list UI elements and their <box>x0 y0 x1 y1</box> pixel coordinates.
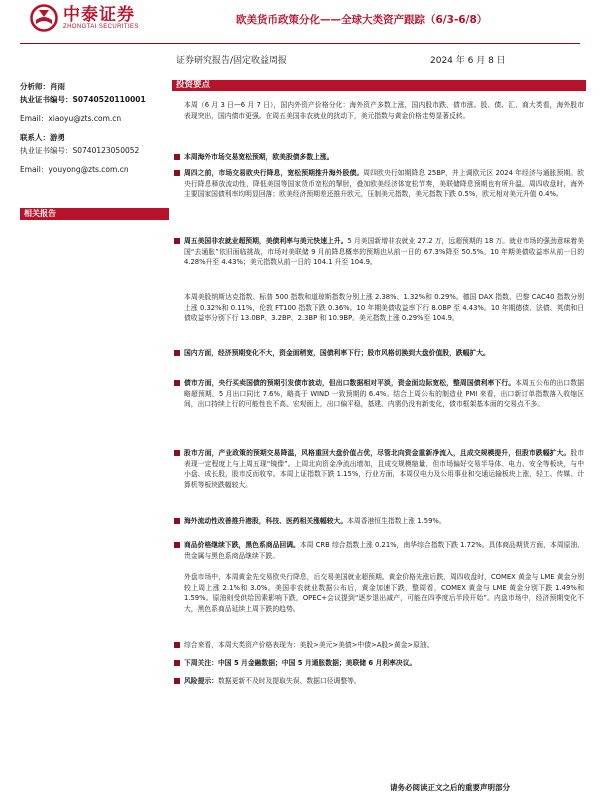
bullet-marker <box>174 238 180 244</box>
analyst-label: 分析师： <box>20 82 50 91</box>
summary-paragraph <box>184 292 584 324</box>
email-1[interactable]: xiaoyu@zts.com.cn <box>48 114 122 123</box>
analyst-row <box>20 80 170 93</box>
summary-paragraph <box>184 378 584 410</box>
contact-row <box>20 131 170 144</box>
paragraph-text: 本周香港恒生指数上涨 1.59%。 <box>347 517 446 525</box>
paragraph-text: 综合来看，本周大类资产价格表现为：美股>美元>美债>中债>A股>黄金>原油。 <box>184 641 434 649</box>
paragraph-lead: 风险提示： <box>184 677 218 685</box>
summary-paragraph <box>184 640 584 651</box>
paragraph-lead: 周四之前，市场交易欧央行降息，宽松预期推升海外股债。 <box>184 169 364 177</box>
license-number-1: S0740520110001 <box>72 95 146 104</box>
zhongtai-logo-icon <box>30 4 58 32</box>
summary-paragraph <box>184 448 584 490</box>
license-row-1 <box>20 93 170 106</box>
analyst-name: 肖雨 <box>50 82 65 91</box>
summary-paragraph <box>184 658 584 669</box>
paragraph-text: 5 月美国新增非农就业 27.2 万，远超预期的 18 万。就业市场的强劲意味着美国“去通胀”依旧面临挑战，市场对美联储 9 月前降息概率的预期也从前一日的 67.3%降至 50.5%。10 年期美债收益率从前一日的 4.28%升至 4.43%；美元指数从前一日的 104.1 升至 104.9。 <box>184 237 584 267</box>
bullet-marker <box>174 170 180 176</box>
email-row-2 <box>20 163 170 176</box>
bullet-marker <box>174 660 180 666</box>
license-row-2 <box>20 144 170 157</box>
investment-highlights-header: 投资要点 <box>172 80 586 91</box>
header-divider <box>20 43 580 44</box>
bullet-marker <box>174 642 180 648</box>
bullet-marker <box>174 350 180 356</box>
email-label-2: Email： <box>20 165 49 174</box>
contact-name: 游勇 <box>50 133 65 142</box>
analyst-info <box>20 80 170 176</box>
paragraph-text: 本周（6 月 3 日—6 月 7 日），国内外资产价格分化：海外资产多数上涨，国内股市跌、债市涨。股、债、汇、商大类看，海外股市表现突出，国内债市更强。在周五美国非农就业的扰动下，美元指数与黄金价格走势显著反转。 <box>184 101 584 120</box>
bullet-marker <box>174 380 180 386</box>
paragraph-lead: 下周关注：中国 5 月金融数据；中国 5 月通胀数据；美联储 6 月利率决议。 <box>184 659 417 667</box>
paragraph-lead: 国内方面，经济预期变化不大，资金面稍宽，国债利率下行；股市风格切换到大盘价值股，跌幅扩大。 <box>184 349 490 357</box>
logo-english-name: ZHONGTAI SECURITIES <box>63 24 139 30</box>
paragraph-text: 周四欧央行如期降息 25BP，并上调欧元区 2024 年经济与通胀预期。欧央行降息释放流动性，降低美国等国家货币宽松的掣肘，叠加欧美经济体宽松节奏，美联储降息预期也有所升温。周四收盘时，海外主要国家国债利率均明显回落；欧美经济预期差还推升欧元，压制美元指数，美元指数下跌 0.5%，欧元相对美元升值 0.4%。 <box>184 169 584 199</box>
summary-paragraph <box>184 152 584 163</box>
company-logo <box>30 4 139 32</box>
bullet-marker <box>174 542 180 548</box>
paragraph-text: 股市表现一定程度上与上周五现“镜像”。上周北向资金净流出增加，且成交规模缩量，但市场偏好交易半导体、电力、安全等板块，与中小盘、成长股，股市反而收窄。本周上证指数下跌 1.15%，行业方面，本周仅电力及公用事业和交通运输板块上涨，轻工、传媒、计算机等板块跌幅较大。 <box>184 449 585 489</box>
disclaimer-footer: 请务必阅读正文之后的重要声明部分 <box>390 783 510 792</box>
bullet-marker <box>174 154 180 160</box>
license-label: 执业证书编号： <box>20 95 73 104</box>
report-date: 2024 年 6 月 8 日 <box>430 56 506 66</box>
paragraph-lead: 商品价格继续下跌，黑色系商品回调。 <box>184 541 300 549</box>
email-2[interactable]: youyong@zts.com.cn <box>48 165 129 174</box>
summary-paragraph <box>184 236 584 268</box>
paragraph-text: 外盘市场中，本周黄金先交易欧央行降息，后交易美国就业超预期。黄金价格先涨后跌，周四收盘时，COMEX 黄金与 LME 黄金分别较上周上涨 2.1%和 3.0%。美国非农就业数据公布后，黄金加速下跌，整周看，COMEX 黄金与 LME 黄金分别下跌 1.49%和 1.59%。原油则受供给因素影响下跌，OPEC+会议提到“逐步退出减产，可能在四季度后半段开始”。内盘市场中，经济预期变化不大，黑色系商品延续上周下跌的趋势。 <box>184 573 584 613</box>
summary-paragraph <box>184 348 584 359</box>
paragraph-lead: 债市方面，央行买卖国债的预期引发债市波动，但出口数据相对平淡，资金面边际宽松，整周国债利率下行。 <box>184 379 516 387</box>
bullet-marker <box>174 678 180 684</box>
summary-paragraph <box>184 676 584 687</box>
summary-paragraph <box>184 540 584 561</box>
license-number-2: S0740123050052 <box>72 146 140 155</box>
paragraph-lead: 周五美国非农就业超预期，美债利率与美元快速上升。 <box>184 237 348 245</box>
paragraph-lead: 本周海外市场交易宽松预期，欧美股债多数上涨。 <box>184 153 334 161</box>
bullet-marker <box>174 450 180 456</box>
report-title: 欧美货币政策分化——全球大类资产跟踪（6/3-6/8） <box>236 14 488 26</box>
email-label: Email： <box>20 114 49 123</box>
paragraph-text: 数据更新不及时及提取失误、数据口径调整等。 <box>217 677 361 685</box>
summary-paragraph <box>184 572 584 614</box>
paragraph-text: 本周美股纳斯达克指数、标普 500 指数和道琼斯指数分别上涨 2.38%、1.32%和 0.29%。德国 DAX 指数、巴黎 CAC40 指数分别上涨 0.32%和 0.11%，伦敦 FT100 指数下跌 0.36%。10 年期美债收益率下行 8.0BP 至 4.43%。10 年期德债、法债、英债和日债收益率分别下行 13.0BP、3.2BP、2.3BP 和 10.9BP。美元指数上涨 0.29%至 104.9。 <box>184 293 584 323</box>
document-type: 证券研究报告/固定收益周报 <box>176 56 288 66</box>
paragraph-lead: 海外流动性改善推升港股，科技、医药相关涨幅较大。 <box>184 517 348 525</box>
logo-chinese-name: 中泰证券 <box>63 5 135 25</box>
paragraph-text: 本周五公布的出口数据略超预期，5 月出口同比 7.6%，略高于 WIND 一致预期的 6.4%。结合上周公布的制造业 PMI 来看，出口新订单指数落入收缩区间，出口持续上行的可能性也不高。宏观面上，出口偏平稳，基建、内需仍没有新变化，债市框架基本面的交易点不多。 <box>184 379 585 409</box>
summary-paragraph <box>184 100 584 121</box>
email-row-1 <box>20 112 170 125</box>
related-reports-header: 相关报告 <box>20 208 169 220</box>
paragraph-text: 本周 CRB 综合指数上涨 0.21%，南华综合指数下跌 1.72%。具体商品期货方面，本周原油、贵金属与黑色系商品继续下跌。 <box>184 541 584 560</box>
paragraph-lead: 股市方面，产业政策的预期交易降温，风格重回大盘价值占优，尽管北向资金重新净流入，且成交规模提升，但股市跌幅扩大。 <box>184 449 571 457</box>
summary-paragraph <box>184 516 584 527</box>
summary-paragraph <box>184 168 584 200</box>
license-label-2: 执业证书编号： <box>20 146 73 155</box>
bullet-marker <box>174 518 180 524</box>
contact-label: 联系人： <box>20 133 50 142</box>
